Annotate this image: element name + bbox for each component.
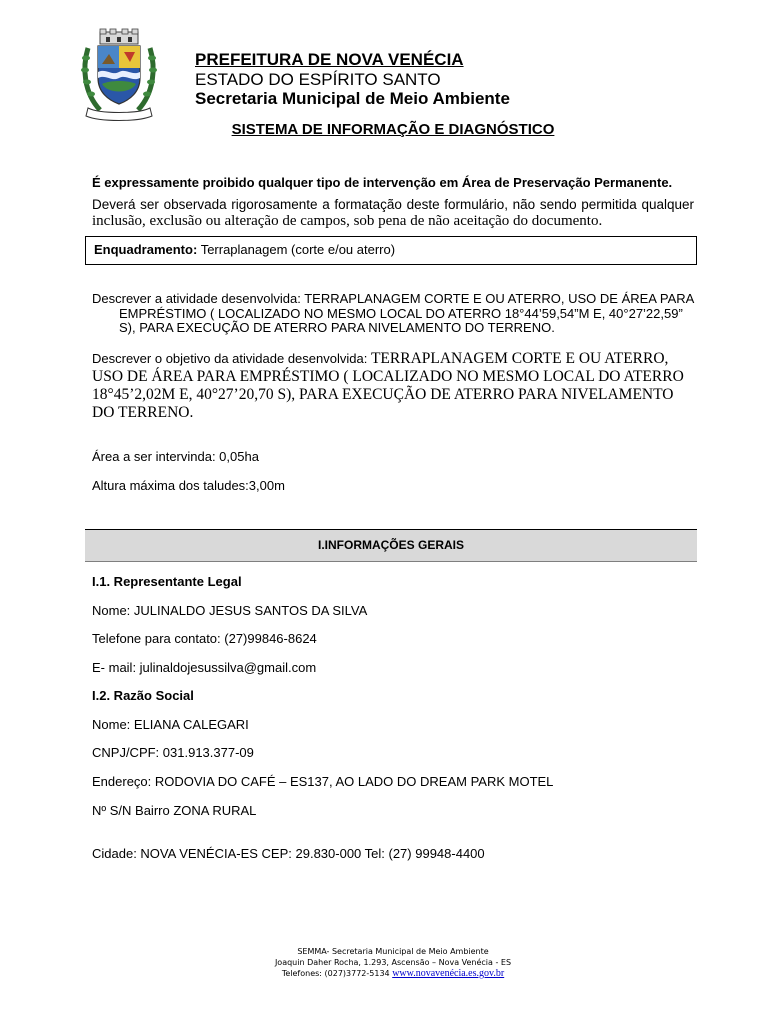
activity-line-3: S), PARA EXECUÇÃO DE ATERRO PARA NIVELAMENTO DO TERRENO. [119,320,555,335]
objective-line-1: TERRAPLANAGEM CORTE E OU ATERRO, [370,350,669,367]
representative-email: E- mail: julinaldojesussilva@gmail.com [92,660,317,675]
company-number-district: Nº S/N Bairro ZONA RURAL [92,803,257,818]
area-field: Área a ser intervinda: 0,05ha [92,449,259,464]
company-name: Nome: ELIANA CALEGARI [92,717,249,732]
footer-phone: Telefones: (027)3772-5134 [281,969,393,978]
system-title: SISTEMA DE INFORMAÇÃO E DIAGNÓSTICO [231,121,555,138]
municipal-crest-icon [80,28,158,124]
company-heading: I.2. Razão Social [92,688,194,703]
format-notice [92,196,694,230]
department-name: Secretaria Municipal de Meio Ambiente [195,89,510,108]
company-address: Endereço: RODOVIA DO CAFÉ – ES137, AO LADO DO DREAM PARK MOTEL [92,774,554,789]
objective-line-3: 18°45’2,02M E, 40°27’20,70 S), PARA EXECUÇÃO DE ATERRO PARA NIVELAMENTO [92,386,674,403]
prohibition-notice: É expressamente proibido qualquer tipo de intervenção em Área de Preservação Permanente. [92,175,673,190]
company-cnpj: CNPJ/CPF: 031.913.377-09 [92,745,254,760]
page-footer [0,946,768,979]
format-notice-line-1: Deverá ser observada rigorosamente a formatação deste formulário, não sendo permitida qualquer [92,197,694,212]
enquadramento-box [85,236,697,265]
activity-line-2: EMPRÉSTIMO ( LOCALIZADO NO MESMO LOCAL DO ATERRO 18°44’59,54”M E, 40°27’22,59” [119,305,683,321]
representative-phone: Telefone para contato: (27)99846-8624 [92,631,317,646]
company-city: Cidade: NOVA VENÉCIA-ES CEP: 29.830-000 Tel: (27) 99948-4400 [92,846,485,861]
footer-line-1: SEMMA- Secretaria Municipal de Meio Ambiente [297,947,489,956]
objective-line-2: USO DE ÁREA PARA EMPRÉSTIMO ( LOCALIZADO NO MESMO LOCAL DO ATERRO [92,368,684,385]
enquadramento-value: Terraplanagem (corte e/ou aterro) [200,242,396,257]
slope-height-field: Altura máxima dos taludes:3,00m [92,478,285,493]
section-header: I.INFORMAÇÕES GERAIS [85,530,697,561]
activity-line-1: Descrever a atividade desenvolvida: TERRAPLANAGEM CORTE E OU ATERRO, USO DE ÁREA PARA [92,291,695,306]
enquadramento-label: Enquadramento: [94,242,198,257]
legal-representative-heading: I.1. Representante Legal [92,574,242,589]
state-name: ESTADO DO ESPÍRITO SANTO [195,70,441,89]
page-title: PREFEITURA DE NOVA VENÉCIA [195,50,464,69]
footer-website-link[interactable]: www.novavenécia.es.gov.br [392,968,505,979]
section-divider-bottom [85,561,697,562]
representative-name: Nome: JULINALDO JESUS SANTOS DA SILVA [92,603,368,618]
objective-line-4: DO TERRENO. [92,404,194,421]
objective-description [92,350,697,422]
objective-label: Descrever o objetivo da atividade desenvolvida: [92,351,371,366]
footer-line-2: Joaquin Daher Rocha, 1.293, Ascensão – Nova Venécia - ES [274,958,512,967]
activity-description [92,292,697,336]
format-notice-line-2: inclusão, exclusão ou alteração de campos, sob pena de não aceitação do documento. [92,213,603,229]
